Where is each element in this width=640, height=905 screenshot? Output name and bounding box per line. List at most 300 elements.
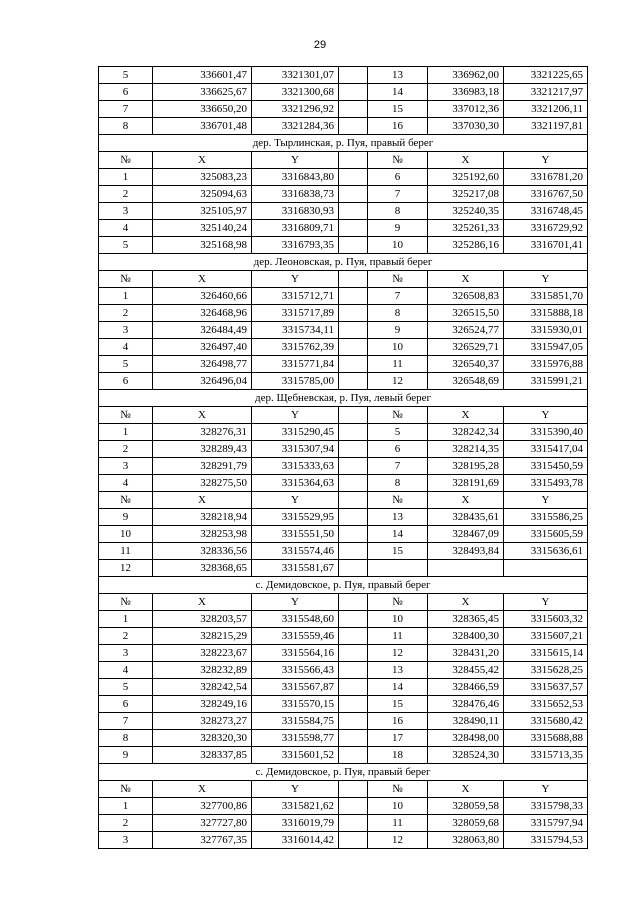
x-coordinate-cell: 328455,42 [428,662,504,679]
table-row [99,832,588,849]
column-header: № [368,594,428,611]
spacer-cell [339,169,368,186]
column-header: № [99,271,153,288]
y-coordinate-cell: 3315564,16 [252,645,339,662]
point-number-cell: 3 [99,203,153,220]
section-title: дер. Леоновская, р. Пуя, правый берег [99,254,588,271]
x-coordinate-cell: 328249,16 [153,696,252,713]
point-number-cell: 4 [99,475,153,492]
section-title: с. Демидовское, р. Пуя, правый берег [99,764,588,781]
column-header: № [99,407,153,424]
table-row [99,475,588,492]
column-header-row [99,152,588,169]
x-coordinate-cell [428,560,504,577]
spacer-cell [339,373,368,390]
x-coordinate-cell: 328215,29 [153,628,252,645]
point-number-cell: 7 [99,713,153,730]
x-coordinate-cell: 336601,47 [153,67,252,84]
y-coordinate-cell: 3315712,71 [252,288,339,305]
table-row [99,679,588,696]
table-row [99,356,588,373]
point-number-cell: 9 [99,747,153,764]
table-row [99,186,588,203]
column-header-row [99,492,588,509]
y-coordinate-cell: 3315601,52 [252,747,339,764]
y-coordinate-cell: 3315307,94 [252,441,339,458]
column-header: X [153,271,252,288]
point-number-cell: 7 [368,186,428,203]
x-coordinate-cell: 326484,49 [153,322,252,339]
y-coordinate-cell: 3315798,33 [504,798,588,815]
y-coordinate-cell: 3315450,59 [504,458,588,475]
y-coordinate-cell: 3315947,05 [504,339,588,356]
table-row [99,203,588,220]
x-coordinate-cell: 328214,35 [428,441,504,458]
x-coordinate-cell: 336625,67 [153,84,252,101]
point-number-cell: 16 [368,713,428,730]
column-header: X [428,152,504,169]
point-number-cell: 14 [368,84,428,101]
x-coordinate-cell: 328365,45 [428,611,504,628]
point-number-cell: 10 [368,611,428,628]
x-coordinate-cell: 327700,86 [153,798,252,815]
y-coordinate-cell: 3315930,01 [504,322,588,339]
x-coordinate-cell: 328223,67 [153,645,252,662]
point-number-cell: 5 [99,679,153,696]
y-coordinate-cell: 3316729,92 [504,220,588,237]
spacer-cell [339,662,368,679]
x-coordinate-cell: 328059,58 [428,798,504,815]
column-header: № [368,271,428,288]
point-number-cell: 12 [368,373,428,390]
x-coordinate-cell: 328336,56 [153,543,252,560]
point-number-cell: 8 [368,475,428,492]
x-coordinate-cell: 325192,60 [428,169,504,186]
x-coordinate-cell: 328435,61 [428,509,504,526]
section-title: дер. Щебневская, р. Пуя, левый берег [99,390,588,407]
point-number-cell: 12 [99,560,153,577]
x-coordinate-cell: 328242,54 [153,679,252,696]
y-coordinate-cell: 3315566,43 [252,662,339,679]
x-coordinate-cell: 326460,66 [153,288,252,305]
point-number-cell: 13 [368,67,428,84]
y-coordinate-cell: 3315574,46 [252,543,339,560]
spacer-cell [339,781,368,798]
point-number-cell: 8 [368,305,428,322]
point-number-cell: 10 [368,798,428,815]
spacer-cell [339,101,368,118]
point-number-cell: 15 [368,101,428,118]
y-coordinate-cell: 3321197,81 [504,118,588,135]
point-number-cell: 6 [368,441,428,458]
table-row [99,560,588,577]
y-coordinate-cell: 3315888,18 [504,305,588,322]
x-coordinate-cell: 328253,98 [153,526,252,543]
x-coordinate-cell: 337012,36 [428,101,504,118]
y-coordinate-cell: 3315771,84 [252,356,339,373]
point-number-cell: 4 [99,339,153,356]
y-coordinate-cell: 3315603,32 [504,611,588,628]
table-row [99,305,588,322]
x-coordinate-cell: 325094,63 [153,186,252,203]
point-number-cell: 12 [368,832,428,849]
column-header: № [99,152,153,169]
spacer-cell [339,543,368,560]
spacer-cell [339,424,368,441]
column-header: Y [252,271,339,288]
x-coordinate-cell: 326540,37 [428,356,504,373]
table-row [99,543,588,560]
column-header: X [153,594,252,611]
x-coordinate-cell: 325261,33 [428,220,504,237]
spacer-cell [339,475,368,492]
y-coordinate-cell: 3315584,75 [252,713,339,730]
x-coordinate-cell: 326529,71 [428,339,504,356]
table-row [99,339,588,356]
spacer-cell [339,815,368,832]
y-coordinate-cell: 3315717,89 [252,305,339,322]
y-coordinate-cell: 3316014,42 [252,832,339,849]
table-row [99,288,588,305]
y-coordinate-cell: 3315680,42 [504,713,588,730]
point-number-cell: 9 [368,220,428,237]
table-row [99,118,588,135]
y-coordinate-cell: 3315688,88 [504,730,588,747]
y-coordinate-cell: 3315785,00 [252,373,339,390]
point-number-cell: 5 [99,67,153,84]
x-coordinate-cell: 336983,18 [428,84,504,101]
x-coordinate-cell: 327727,80 [153,815,252,832]
point-number-cell: 18 [368,747,428,764]
y-coordinate-cell: 3315607,21 [504,628,588,645]
point-number-cell: 2 [99,628,153,645]
column-header: X [153,407,252,424]
column-header: № [99,492,153,509]
spacer-cell [339,458,368,475]
y-coordinate-cell: 3315615,14 [504,645,588,662]
point-number-cell: 6 [99,696,153,713]
spacer-cell [339,713,368,730]
spacer-cell [339,288,368,305]
y-coordinate-cell: 3315605,59 [504,526,588,543]
point-number-cell: 1 [99,288,153,305]
spacer-cell [339,696,368,713]
point-number-cell: 2 [99,815,153,832]
column-header: X [428,271,504,288]
point-number-cell: 17 [368,730,428,747]
table-row [99,509,588,526]
y-coordinate-cell [504,560,588,577]
spacer-cell [339,798,368,815]
x-coordinate-cell: 327767,35 [153,832,252,849]
spacer-cell [339,509,368,526]
spacer-cell [339,186,368,203]
y-coordinate-cell: 3315586,25 [504,509,588,526]
x-coordinate-cell: 328289,43 [153,441,252,458]
spacer-cell [339,84,368,101]
x-coordinate-cell: 325105,97 [153,203,252,220]
point-number-cell: 8 [368,203,428,220]
y-coordinate-cell: 3315797,94 [504,815,588,832]
column-header-row [99,407,588,424]
y-coordinate-cell: 3315991,21 [504,373,588,390]
y-coordinate-cell: 3315821,62 [252,798,339,815]
x-coordinate-cell: 326497,40 [153,339,252,356]
x-coordinate-cell: 328203,57 [153,611,252,628]
y-coordinate-cell: 3316767,50 [504,186,588,203]
section-heading-row [99,254,588,271]
y-coordinate-cell: 3316781,20 [504,169,588,186]
x-coordinate-cell: 328273,27 [153,713,252,730]
coordinates-table [98,66,588,849]
x-coordinate-cell: 325083,23 [153,169,252,186]
y-coordinate-cell: 3315333,63 [252,458,339,475]
column-header: Y [504,407,588,424]
x-coordinate-cell: 328242,34 [428,424,504,441]
x-coordinate-cell: 325286,16 [428,237,504,254]
y-coordinate-cell: 3315570,15 [252,696,339,713]
y-coordinate-cell: 3315628,25 [504,662,588,679]
column-header: X [428,407,504,424]
table-row [99,322,588,339]
point-number-cell: 5 [99,356,153,373]
y-coordinate-cell: 3315851,70 [504,288,588,305]
point-number-cell: 5 [368,424,428,441]
point-number-cell: 14 [368,679,428,696]
spacer-cell [339,832,368,849]
point-number-cell: 5 [99,237,153,254]
y-coordinate-cell: 3315493,78 [504,475,588,492]
point-number-cell: 8 [99,730,153,747]
point-number-cell: 6 [368,169,428,186]
point-number-cell: 4 [99,662,153,679]
x-coordinate-cell: 326468,96 [153,305,252,322]
column-header: Y [252,407,339,424]
point-number-cell: 3 [99,458,153,475]
table-row [99,611,588,628]
y-coordinate-cell: 3315548,60 [252,611,339,628]
point-number-cell: 11 [368,356,428,373]
point-number-cell: 2 [99,441,153,458]
x-coordinate-cell: 328493,84 [428,543,504,560]
spacer-cell [339,271,368,288]
y-coordinate-cell: 3321296,92 [252,101,339,118]
point-number-cell: 2 [99,186,153,203]
table-row [99,662,588,679]
point-number-cell: 6 [99,373,153,390]
column-header: Y [504,492,588,509]
y-coordinate-cell: 3315794,53 [504,832,588,849]
section-heading-row [99,577,588,594]
spacer-cell [339,237,368,254]
y-coordinate-cell: 3321284,36 [252,118,339,135]
spacer-cell [339,560,368,577]
point-number-cell: 13 [368,509,428,526]
y-coordinate-cell: 3315559,46 [252,628,339,645]
table-row [99,713,588,730]
table-row [99,458,588,475]
table-row [99,424,588,441]
y-coordinate-cell: 3321300,68 [252,84,339,101]
point-number-cell: 12 [368,645,428,662]
column-header: Y [504,271,588,288]
table-row [99,101,588,118]
spacer-cell [339,305,368,322]
point-number-cell: 11 [368,815,428,832]
section-heading-row [99,764,588,781]
column-header: № [368,407,428,424]
table-row [99,815,588,832]
y-coordinate-cell: 3315551,50 [252,526,339,543]
y-coordinate-cell: 3321301,07 [252,67,339,84]
x-coordinate-cell: 336650,20 [153,101,252,118]
column-header: № [99,781,153,798]
spacer-cell [339,203,368,220]
column-header: Y [504,594,588,611]
y-coordinate-cell: 3316843,80 [252,169,339,186]
x-coordinate-cell: 328337,85 [153,747,252,764]
y-coordinate-cell: 3316748,45 [504,203,588,220]
section-heading-row [99,390,588,407]
y-coordinate-cell: 3316830,93 [252,203,339,220]
x-coordinate-cell: 328490,11 [428,713,504,730]
y-coordinate-cell: 3316793,35 [252,237,339,254]
y-coordinate-cell: 3321225,65 [504,67,588,84]
point-number-cell: 7 [99,101,153,118]
column-header-row [99,594,588,611]
table-row [99,373,588,390]
table-row [99,441,588,458]
point-number-cell: 15 [368,543,428,560]
column-header: X [428,781,504,798]
x-coordinate-cell: 328059,68 [428,815,504,832]
x-coordinate-cell: 328195,28 [428,458,504,475]
y-coordinate-cell: 3315652,53 [504,696,588,713]
x-coordinate-cell: 325240,35 [428,203,504,220]
x-coordinate-cell: 336701,48 [153,118,252,135]
column-header: № [368,781,428,798]
y-coordinate-cell: 3315713,35 [504,747,588,764]
table-row [99,220,588,237]
point-number-cell: 1 [99,798,153,815]
x-coordinate-cell: 328218,94 [153,509,252,526]
spacer-cell [339,747,368,764]
column-header: Y [504,152,588,169]
spacer-cell [339,594,368,611]
x-coordinate-cell: 328431,20 [428,645,504,662]
point-number-cell: 4 [99,220,153,237]
point-number-cell: 8 [99,118,153,135]
point-number-cell: 11 [99,543,153,560]
point-number-cell: 3 [99,832,153,849]
x-coordinate-cell: 328368,65 [153,560,252,577]
y-coordinate-cell: 3315636,61 [504,543,588,560]
table-row [99,237,588,254]
point-number-cell: 9 [368,322,428,339]
y-coordinate-cell: 3315637,57 [504,679,588,696]
x-coordinate-cell: 328524,30 [428,747,504,764]
table-row [99,526,588,543]
column-header: № [99,594,153,611]
y-coordinate-cell: 3316701,41 [504,237,588,254]
point-number-cell: 1 [99,611,153,628]
y-coordinate-cell: 3316809,71 [252,220,339,237]
column-header: X [428,492,504,509]
spacer-cell [339,339,368,356]
column-header: X [153,152,252,169]
x-coordinate-cell: 328400,30 [428,628,504,645]
y-coordinate-cell: 3315567,87 [252,679,339,696]
section-heading-row [99,135,588,152]
y-coordinate-cell: 3315364,63 [252,475,339,492]
spacer-cell [339,67,368,84]
point-number-cell: 2 [99,305,153,322]
y-coordinate-cell: 3321206,11 [504,101,588,118]
x-coordinate-cell: 326524,77 [428,322,504,339]
point-number-cell: 16 [368,118,428,135]
y-coordinate-cell: 3315290,45 [252,424,339,441]
x-coordinate-cell: 328320,30 [153,730,252,747]
column-header: Y [252,781,339,798]
x-coordinate-cell: 328467,09 [428,526,504,543]
section-title: дер. Тырлинская, р. Пуя, правый берег [99,135,588,152]
spacer-cell [339,441,368,458]
spacer-cell [339,645,368,662]
point-number-cell [368,560,428,577]
column-header: Y [504,781,588,798]
y-coordinate-cell: 3316838,73 [252,186,339,203]
column-header: Y [252,594,339,611]
table-row [99,747,588,764]
y-coordinate-cell: 3315390,40 [504,424,588,441]
table-row [99,628,588,645]
spacer-cell [339,407,368,424]
x-coordinate-cell: 337030,30 [428,118,504,135]
x-coordinate-cell: 326508,83 [428,288,504,305]
page-number: 29 [313,39,327,51]
x-coordinate-cell: 326496,04 [153,373,252,390]
spacer-cell [339,220,368,237]
column-header: № [368,492,428,509]
spacer-cell [339,492,368,509]
table-row [99,67,588,84]
x-coordinate-cell: 325217,08 [428,186,504,203]
point-number-cell: 1 [99,169,153,186]
y-coordinate-cell: 3315762,39 [252,339,339,356]
x-coordinate-cell: 328063,80 [428,832,504,849]
spacer-cell [339,356,368,373]
column-header: Y [252,152,339,169]
point-number-cell: 10 [368,237,428,254]
table-row [99,645,588,662]
x-coordinate-cell: 328466,59 [428,679,504,696]
x-coordinate-cell: 325168,98 [153,237,252,254]
point-number-cell: 10 [99,526,153,543]
table-row [99,798,588,815]
x-coordinate-cell: 328191,69 [428,475,504,492]
spacer-cell [339,526,368,543]
point-number-cell: 15 [368,696,428,713]
column-header-row [99,781,588,798]
x-coordinate-cell: 328232,89 [153,662,252,679]
x-coordinate-cell: 328276,31 [153,424,252,441]
y-coordinate-cell: 3315976,88 [504,356,588,373]
column-header: № [368,152,428,169]
spacer-cell [339,611,368,628]
column-header-row [99,271,588,288]
column-header: X [153,492,252,509]
column-header: X [153,781,252,798]
